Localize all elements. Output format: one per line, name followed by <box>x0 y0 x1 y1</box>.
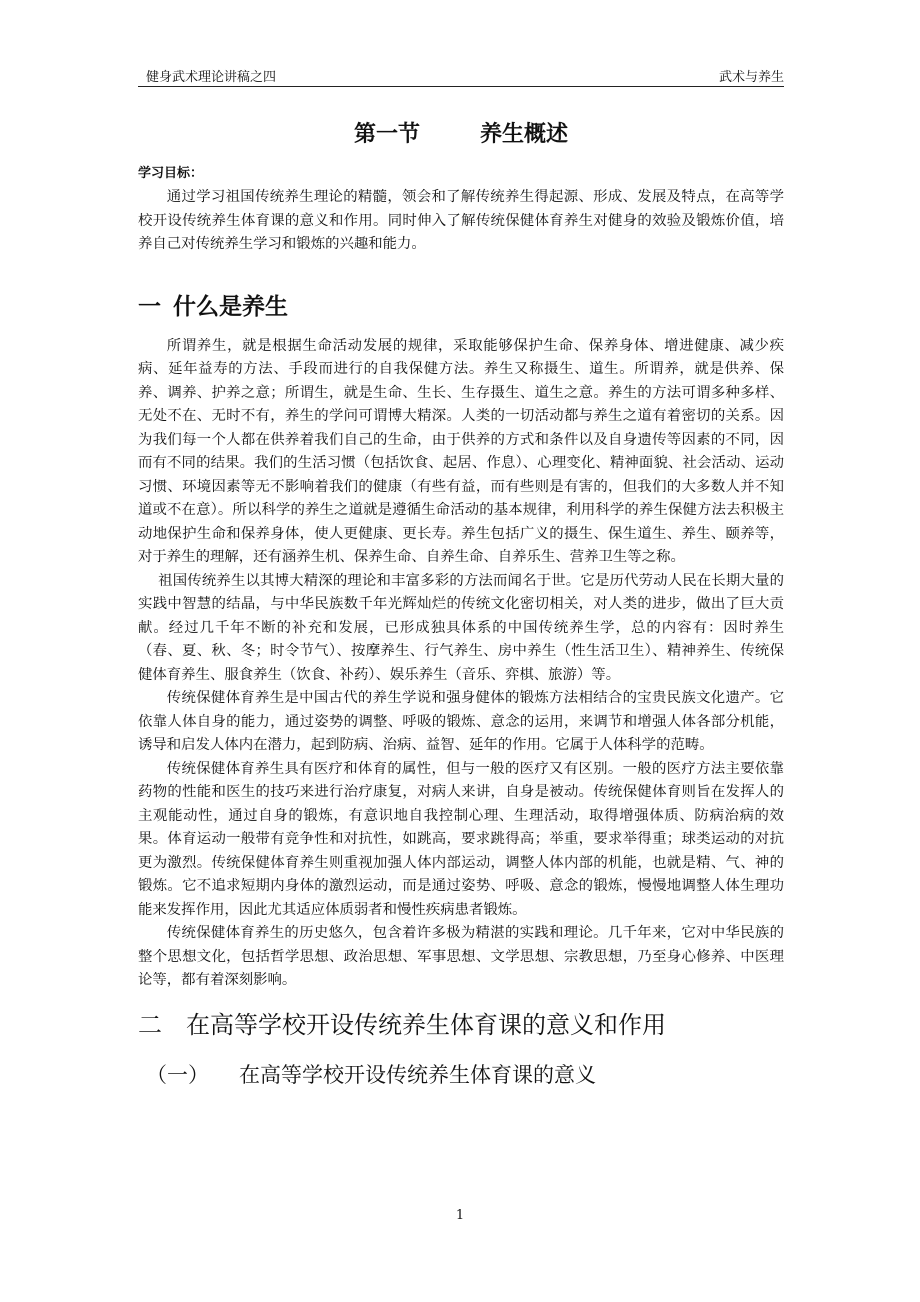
objectives-label: 学习目标： <box>138 166 204 181</box>
section-title-2: 在高等学校开设传统养生体育课的意义和作用 <box>186 1010 666 1039</box>
paragraph: 传统保健体育养生的历史悠久，包含着许多极为精湛的实践和理论。几千年来，它对中华民族的整个思想文化，包括哲学思想、政治思想、军事思想、文学思想、宗教思想，乃至身心修养、中医理论等，都有着深刻影响。 <box>138 925 784 988</box>
subsection-title-1: 在高等学校开设传统养生体育课的意义 <box>239 1062 596 1087</box>
section-heading-2 <box>138 1005 784 1045</box>
page-content <box>138 118 784 1093</box>
section-number-2: 二 <box>138 1010 162 1039</box>
paragraph: 传统保健体育养生具有医疗和体育的属性，但与一般的医疗又有区别。一般的医疗方法主要依靠药物的性能和医生的技巧来进行治疗康复，对病人来讲，自身是被动。传统保健体育则旨在发挥人的主观能动性，通过自身的锻炼，有意识地自我控制心理、生理活动，取得增强体质、防病治病的效果。体育运动一般带有竞争性和对抗性，如跳高，要求跳得高；举重，要求举得重；球类运动的对抗更为激烈。传统保健体育养生则重视加强人体内部运动，调整人体内部的机能，也就是精、气、神的锻炼。它不追求短期内身体的激烈运动，而是通过姿势、呼吸、意念的锻炼，慢慢地调整人体生理功能来发挥作用，因此尤其适应体质弱者和慢性疾病患者锻炼。 <box>138 760 784 918</box>
objectives-text: 通过学习祖国传统养生理论的精髓，领会和了解传统养生得起源、形成、发展及特点，在高等学校开设传统养生体育课的意义和作用。同时伸入了解传统保健体育养生对健身的效验及锻炼价值，培养自己对传统养生学习和锻炼的兴趣和能力。 <box>138 189 784 252</box>
subsection-number-1: （一） <box>146 1062 209 1087</box>
section-title-1: 什么是养生 <box>173 293 288 320</box>
section-number-1: 一 <box>138 293 161 320</box>
page-title <box>138 118 784 152</box>
section-heading-1 <box>138 287 784 327</box>
page-number: 1 <box>455 1208 465 1223</box>
page-header <box>138 64 784 87</box>
title-name: 养生概述 <box>480 122 569 147</box>
paragraph: 所谓养生，就是根据生命活动发展的规律，采取能够保护生命、保养身体、增进健康、减少疾病、延年益寿的方法、手段而进行的自我保健方法。养生又称摄生、道生。所谓养，就是供养、保养、调养、护养之意；所谓生，就是生命、生长、生存摄生、道生之意。养生的方法可谓多种多样、无处不在、无时不有，养生的学问可谓博大精深。人类的一切活动都与养生之道有着密切的关系。因为我们每一个人都在供养着我们自己的生命，由于供养的方式和条件以及自身遗传等因素的不同，因而有不同的结果。我们的生活习惯（包括饮食、起居、作息）、心理变化、精神面貌、社会活动、运动习惯、环境因素等无不影响着我们的健康（有些有益，而有些则是有害的，但我们的大多数人并不知道或不在意）。所以科学的养生之道就是遵循生命活动的基本规律，利用科学的养生保健方法去积极主动地保护生命和保养身体，使人更健康、更长寿。养生包括广义的摄生、保生道生、养生、颐养等，对于养生的理解，还有涵养生机、保养生命、自养生命、自养乐生、营养卫生等之称。 <box>138 337 784 565</box>
subsection-heading-1 <box>138 1057 784 1093</box>
paragraph: 祖国传统养生以其博大精深的理论和丰富多彩的方法而闻名于世。它是历代劳动人民在长期大量的实践中智慧的结晶，与中华民族数千年光辉灿烂的传统文化密切相关，对人类的进步，做出了巨大贡献。经过几千年不断的补充和发展，已形成独具体系的中国传统养生学，总的内容有：因时养生（春、夏、秋、冬；时令节气）、按摩养生、行气养生、房中养生（性生活卫生）、精神养生、传统保健体育养生、服食养生（饮食、补药）、娱乐养生（音乐、弈棋、旅游）等。 <box>138 572 784 683</box>
paragraph: 传统保健体育养生是中国古代的养生学说和强身健体的锻炼方法相结合的宝贵民族文化遗产。它依靠人体自身的能力，通过姿势的调整、呼吸的锻炼、意念的运用，来调节和增强人体各部分机能，诱导和启发人体内在潜力，起到防病、治病、益智、延年的作用。它属于人体科学的范畴。 <box>138 690 784 753</box>
title-section: 第一节 <box>353 122 420 147</box>
header-left-text: 健身武术理论讲稿之四 <box>146 70 277 85</box>
header-right-text: 武术与养生 <box>718 70 784 85</box>
